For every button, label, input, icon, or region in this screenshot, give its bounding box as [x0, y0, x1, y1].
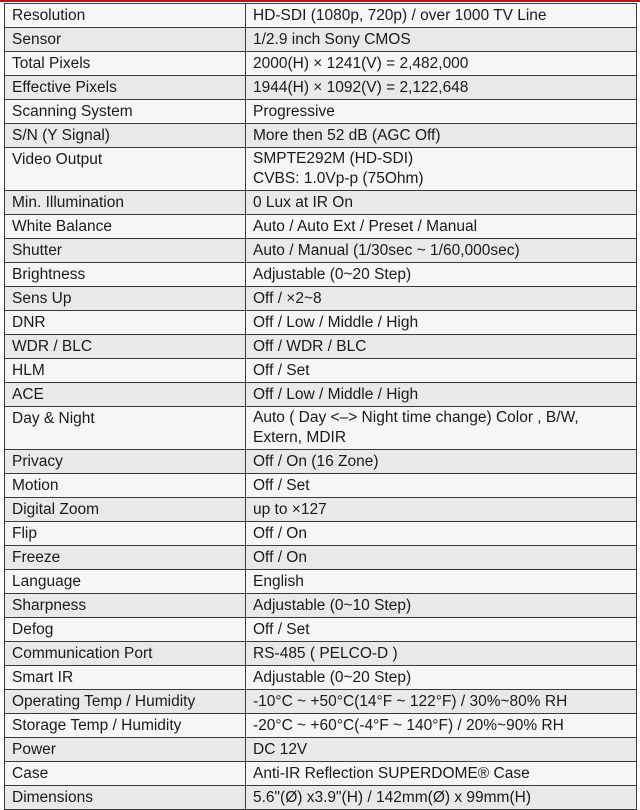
spec-label: Video Output: [5, 148, 246, 191]
spec-value: 1/2.9 inch Sony CMOS: [246, 28, 637, 52]
spec-value: 0 Lux at IR On: [246, 191, 637, 215]
spec-value: Off / ×2~8: [246, 287, 637, 311]
spec-label: Operating Temp / Humidity: [5, 690, 246, 714]
spec-row-effective-pixels: [5, 76, 637, 100]
spec-value: -10°C ~ +50°C(14°F ~ 122°F) / 30%~80% RH: [246, 690, 637, 714]
spec-label: Privacy: [5, 450, 246, 474]
spec-value: Off / On: [246, 522, 637, 546]
spec-row-privacy: [5, 450, 637, 474]
spec-label: Freeze: [5, 546, 246, 570]
spec-row-defog: [5, 618, 637, 642]
spec-row-day-night: [5, 407, 637, 450]
spec-value: up to ×127: [246, 498, 637, 522]
spec-row-language: [5, 570, 637, 594]
spec-row-sn-signal: [5, 124, 637, 148]
spec-value: More then 52 dB (AGC Off): [246, 124, 637, 148]
spec-row-sens-up: [5, 287, 637, 311]
spec-row-digital-zoom: [5, 498, 637, 522]
spec-label: Case: [5, 762, 246, 786]
spec-label: S/N (Y Signal): [5, 124, 246, 148]
spec-label: Motion: [5, 474, 246, 498]
spec-label: Defog: [5, 618, 246, 642]
spec-row-smart-ir: [5, 666, 637, 690]
spec-label: Language: [5, 570, 246, 594]
spec-label: Digital Zoom: [5, 498, 246, 522]
spec-value-line: Extern, MDIR: [253, 429, 347, 446]
spec-row-min-illumination: [5, 191, 637, 215]
spec-row-dnr: [5, 311, 637, 335]
spec-row-sharpness: [5, 594, 637, 618]
spec-label: Resolution: [5, 4, 246, 28]
spec-label: Effective Pixels: [5, 76, 246, 100]
spec-label: Communication Port: [5, 642, 246, 666]
spec-value: RS-485 ( PELCO-D ): [246, 642, 637, 666]
spec-value: Off / Set: [246, 359, 637, 383]
spec-label: Sensor: [5, 28, 246, 52]
spec-row-wdr-blc: [5, 335, 637, 359]
spec-label: Sharpness: [5, 594, 246, 618]
spec-value: Auto / Auto Ext / Preset / Manual: [246, 215, 637, 239]
spec-label: Power: [5, 738, 246, 762]
spec-label: Total Pixels: [5, 52, 246, 76]
spec-label: WDR / BLC: [5, 335, 246, 359]
spec-label: Brightness: [5, 263, 246, 287]
spec-row-scanning-system: [5, 100, 637, 124]
spec-value: Off / On (16 Zone): [246, 450, 637, 474]
top-accent-bar: [0, 0, 640, 2]
spec-value: Adjustable (0~10 Step): [246, 594, 637, 618]
spec-row-flip: [5, 522, 637, 546]
spec-value: 1944(H) × 1092(V) = 2,122,648: [246, 76, 637, 100]
spec-value: Anti-IR Reflection SUPERDOME® Case: [246, 762, 637, 786]
spec-row-power: [5, 738, 637, 762]
spec-label: Min. Illumination: [5, 191, 246, 215]
spec-value: English: [246, 570, 637, 594]
spec-value: Off / Set: [246, 474, 637, 498]
spec-row-hlm: [5, 359, 637, 383]
spec-value: 2000(H) × 1241(V) = 2,482,000: [246, 52, 637, 76]
spec-value: [246, 148, 637, 191]
spec-row-total-pixels: [5, 52, 637, 76]
spec-label: DNR: [5, 311, 246, 335]
spec-value: Off / Low / Middle / High: [246, 383, 637, 407]
spec-label: HLM: [5, 359, 246, 383]
spec-value: Off / On: [246, 546, 637, 570]
spec-row-video-output: [5, 148, 637, 191]
spec-label: Flip: [5, 522, 246, 546]
spec-value: -20°C ~ +60°C(-4°F ~ 140°F) / 20%~90% RH: [246, 714, 637, 738]
spec-value: Off / Set: [246, 618, 637, 642]
spec-value: Progressive: [246, 100, 637, 124]
spec-row-motion: [5, 474, 637, 498]
spec-value-line: SMPTE292M (HD-SDI): [253, 150, 414, 167]
spec-value: HD-SDI (1080p, 720p) / over 1000 TV Line: [246, 4, 637, 28]
spec-table: [4, 3, 637, 810]
spec-value: Auto / Manual (1/30sec ~ 1/60,000sec): [246, 239, 637, 263]
spec-label: Day & Night: [5, 407, 246, 450]
spec-row-dimensions: [5, 786, 637, 810]
spec-row-freeze: [5, 546, 637, 570]
spec-label: Sens Up: [5, 287, 246, 311]
spec-label: Shutter: [5, 239, 246, 263]
spec-row-communication-port: [5, 642, 637, 666]
spec-row-shutter: [5, 239, 637, 263]
spec-row-ace: [5, 383, 637, 407]
spec-row-white-balance: [5, 215, 637, 239]
spec-row-sensor: [5, 28, 637, 52]
spec-label: ACE: [5, 383, 246, 407]
spec-row-operating-temp: [5, 690, 637, 714]
spec-value: Off / WDR / BLC: [246, 335, 637, 359]
spec-row-storage-temp: [5, 714, 637, 738]
spec-value: Adjustable (0~20 Step): [246, 666, 637, 690]
spec-value: 5.6"(Ø) x3.9"(H) / 142mm(Ø) x 99mm(H): [246, 786, 637, 810]
spec-label: White Balance: [5, 215, 246, 239]
spec-label: Storage Temp / Humidity: [5, 714, 246, 738]
spec-value: Off / Low / Middle / High: [246, 311, 637, 335]
spec-value-line: Auto ( Day <–> Night time change) Color , B/W,: [253, 409, 579, 426]
spec-value-line: CVBS: 1.0Vp-p (75Ohm): [253, 170, 424, 187]
spec-label: Scanning System: [5, 100, 246, 124]
spec-row-case: [5, 762, 637, 786]
spec-label: Dimensions: [5, 786, 246, 810]
spec-row-resolution: [5, 4, 637, 28]
spec-value: Adjustable (0~20 Step): [246, 263, 637, 287]
spec-value: [246, 407, 637, 450]
spec-table-body: [5, 4, 637, 810]
spec-value: DC 12V: [246, 738, 637, 762]
spec-row-brightness: [5, 263, 637, 287]
spec-label: Smart IR: [5, 666, 246, 690]
